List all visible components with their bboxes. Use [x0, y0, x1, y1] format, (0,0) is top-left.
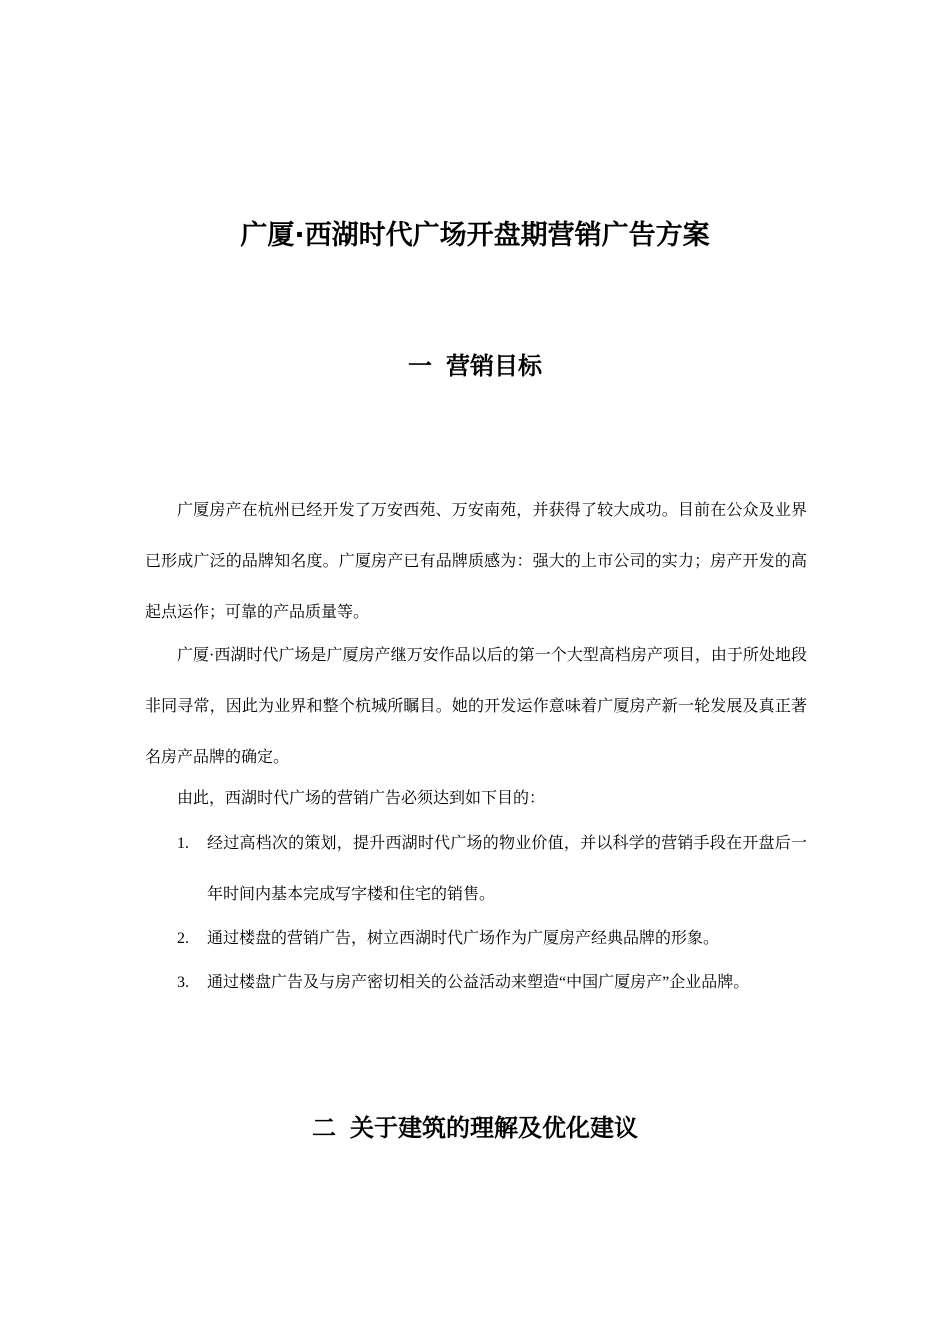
- list-item: [145, 957, 807, 1008]
- section-heading-architecture: [0, 1110, 950, 1146]
- list-marker: 3.: [177, 974, 189, 991]
- list-item-text: 通过楼盘的营销广告，树立西湖时代广场作为广厦房产经典品牌的形象。: [207, 930, 720, 947]
- section-number: 一: [408, 352, 432, 380]
- goals-list: [145, 818, 807, 1008]
- section-number: 二: [312, 1114, 336, 1142]
- list-item-text: 通过楼盘广告及与房产密切相关的公益活动来塑造“中国广厦房产”企业品牌。: [207, 974, 750, 991]
- section-heading-text: 关于建筑的理解及优化建议: [350, 1114, 638, 1142]
- list-marker: 2.: [177, 930, 189, 947]
- body-paragraph: 广厦房产在杭州已经开发了万安西苑、万安南苑，并获得了较大成功。目前在公众及业界已形成广泛的品牌知名度。广厦房产已有品牌质感为：强大的上市公司的实力；房产开发的高起点运作；可靠的产品质量等。: [145, 502, 807, 621]
- body-paragraph: 由此，西湖时代广场的营销广告必须达到如下目的：: [177, 790, 546, 807]
- section-heading-text: 营销目标: [446, 352, 542, 380]
- list-marker: 1.: [177, 835, 189, 852]
- list-item-text: 经过高档次的策划，提升西湖时代广场的物业价值，并以科学的营销手段在开盘后一年时间内基本完成写字楼和住宅的销售。: [207, 835, 807, 903]
- section-heading-marketing-goals: [0, 348, 950, 384]
- list-item: [145, 818, 807, 920]
- body-paragraph: 广厦·西湖时代广场是广厦房产继万安作品以后的第一个大型高档房产项目，由于所处地段非同寻常，因此为业界和整个杭城所瞩目。她的开发运作意味着广厦房产新一轮发展及真正著名房产品牌的确定。: [145, 647, 807, 766]
- document-title: 广厦·西湖时代广场开盘期营销广告方案: [240, 220, 710, 251]
